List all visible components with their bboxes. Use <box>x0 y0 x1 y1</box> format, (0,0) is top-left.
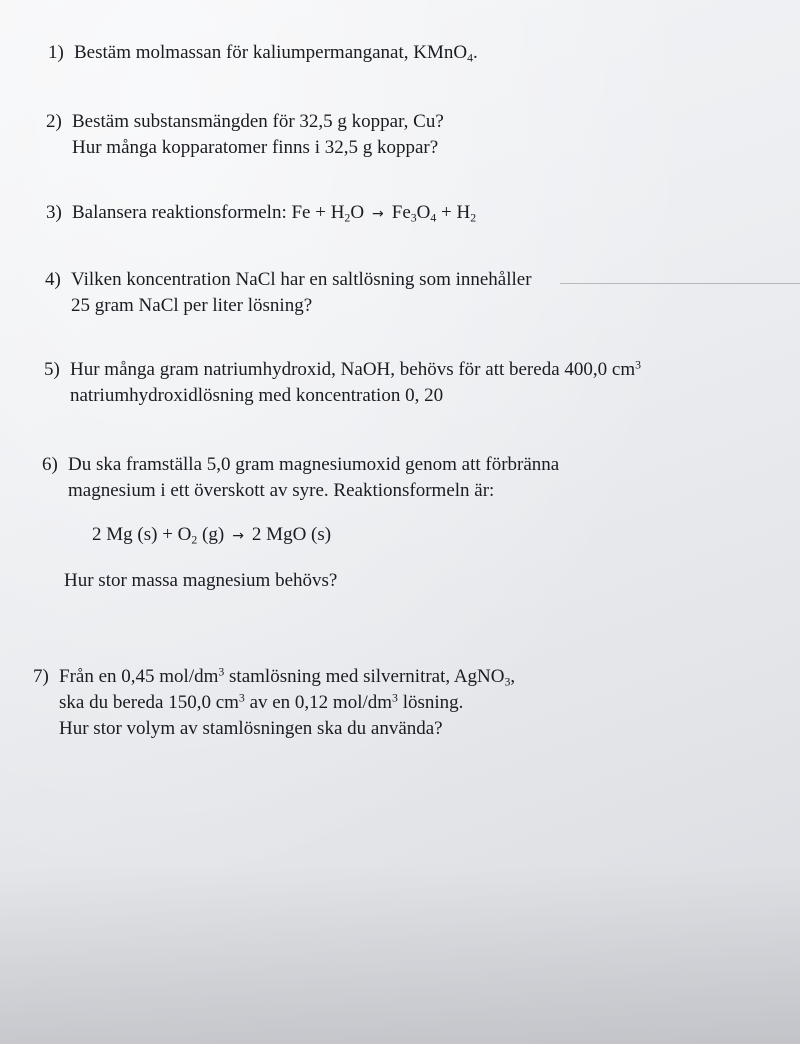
question-4 <box>45 267 532 319</box>
question-line-2: 25 gram NaCl per liter lösning? <box>71 295 313 316</box>
question-line-1: Du ska framställa 5,0 gram magnesiumoxid genom att förbränna <box>68 454 560 475</box>
question-line-1: Bestäm substansmängden för 32,5 g koppar, Cu? <box>72 111 444 132</box>
reaction-arrow: → <box>232 528 244 544</box>
question-number: 6) <box>42 454 58 475</box>
subscript: 2 <box>191 533 198 547</box>
superscript: 3 <box>392 691 398 705</box>
question-line-2: natriumhydroxidlösning med koncentration 0, 20 <box>70 385 444 406</box>
formula-part: O <box>416 202 431 223</box>
question-line-2: Hur många kopparatomer finns i 32,5 g koppar? <box>72 137 439 158</box>
question-number: 7) <box>33 666 49 687</box>
superscript: 3 <box>238 691 245 705</box>
subscript: 4 <box>467 51 473 65</box>
formula-part: O <box>350 202 365 223</box>
question-text: av en 0,12 mol/dm <box>244 692 393 713</box>
subscript: 2 <box>470 211 477 225</box>
question-7 <box>33 664 515 742</box>
subscript: 3 <box>410 211 417 225</box>
superscript: 3 <box>218 665 225 679</box>
question-line-1: Hur många gram natriumhydroxid, NaOH, behövs för att bereda 400,0 cm <box>70 359 636 380</box>
question-number: 3) <box>46 202 62 223</box>
question-line-2 <box>33 690 515 716</box>
question-line-3: Hur stor volym av stamlösningen ska du använda? <box>59 718 443 739</box>
formula-part: Fe <box>391 202 411 223</box>
question-2 <box>46 109 444 161</box>
pen-stroke <box>560 283 800 284</box>
page-shadow <box>0 864 800 1044</box>
question-1 <box>48 40 478 66</box>
question-line-2: magnesium i ett överskott av syre. Reaktionsformeln är: <box>68 480 495 501</box>
reaction-equation <box>92 522 331 549</box>
question-number: 5) <box>44 359 60 380</box>
question-3 <box>46 200 476 227</box>
formula-part: 2 MgO (s) <box>251 524 332 545</box>
question-text: Balansera reaktionsformeln: Fe + H <box>72 202 345 223</box>
question-line-1: Vilken koncentration NaCl har en saltlösning som innehåller <box>71 269 532 290</box>
question-text: Från en 0,45 mol/dm <box>59 666 219 687</box>
subscript: 2 <box>344 211 351 225</box>
formula-part: + H <box>436 202 471 223</box>
formula-part: (g) <box>197 524 225 545</box>
subscript: 3 <box>504 675 511 689</box>
question-number: 2) <box>46 111 62 132</box>
question-text-end: . <box>473 42 478 63</box>
question-text: , <box>510 666 516 687</box>
reaction-arrow: → <box>372 206 384 222</box>
question-number: 4) <box>45 269 61 290</box>
superscript: 3 <box>635 358 641 372</box>
formula-part: 2 Mg (s) + O <box>92 524 192 545</box>
question-6 <box>42 452 559 504</box>
question-text: lösning. <box>397 692 464 713</box>
question-text: Hur stor massa magnesium behövs? <box>64 570 338 591</box>
question-text: ska du bereda 150,0 cm <box>59 692 239 713</box>
question-number: 1) <box>48 42 64 63</box>
question-text: Bestäm molmassan för kaliumpermanganat, KMnO <box>74 42 468 63</box>
question-6-ask <box>64 568 337 594</box>
question-text: stamlösning med silvernitrat, AgNO <box>224 666 505 687</box>
question-5 <box>44 357 641 409</box>
subscript: 4 <box>430 211 437 225</box>
